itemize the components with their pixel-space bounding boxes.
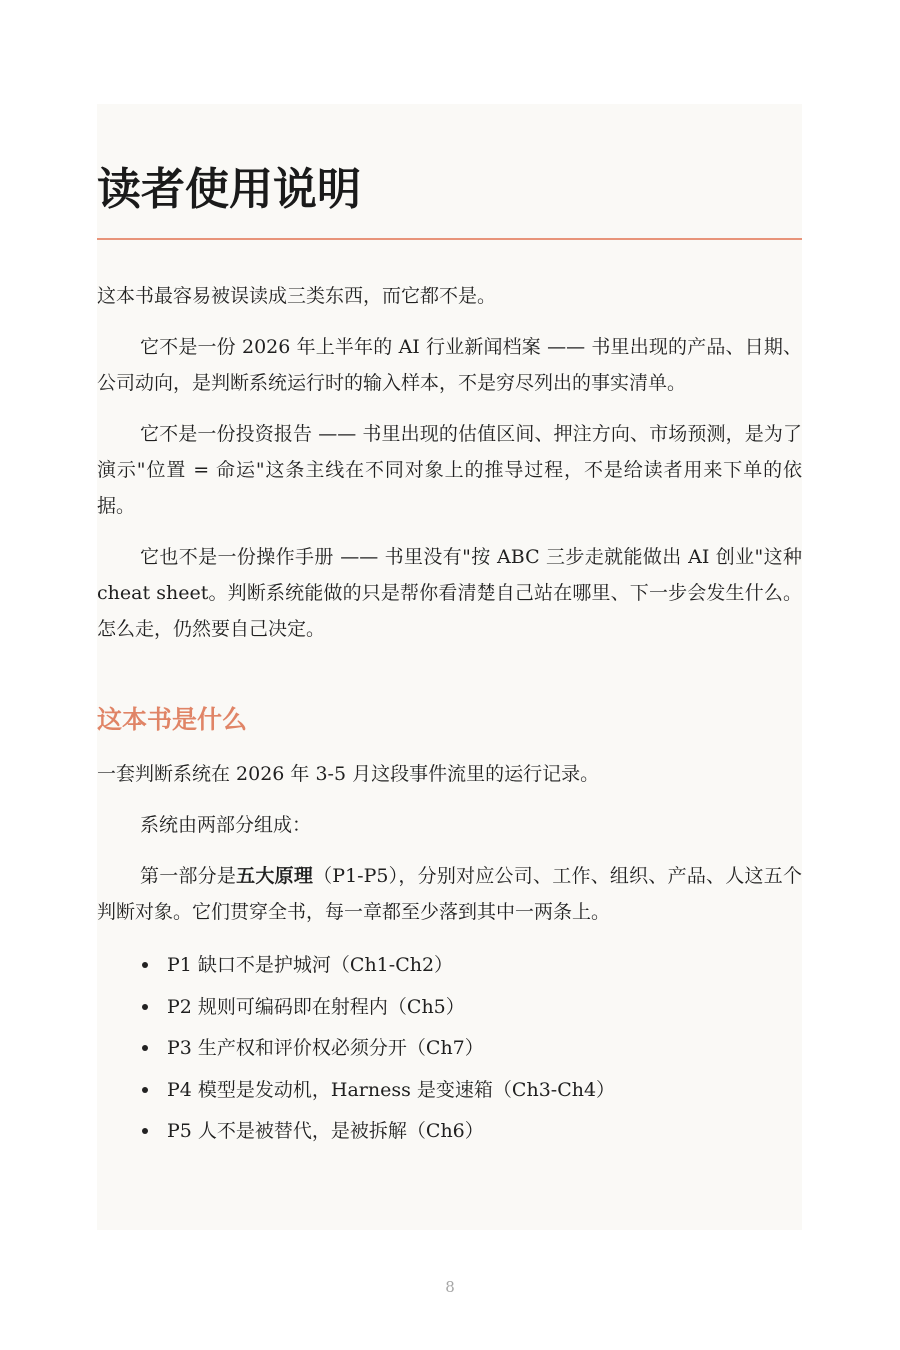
composition-paragraph: 系统由两部分组成： — [140, 814, 312, 836]
bullet-icon — [142, 1087, 148, 1093]
not-manual-paragraph: 它也不是一份操作手册 —— 书里没有"按 ABC 三步走就能做出 AI 创业"这种 cheat sheet。判断系统能做的只是帮你看清楚自己站在哪里、下一步会发生什么。怎么走，仍然要自己决定。 — [97, 546, 802, 640]
principles-list — [97, 945, 802, 1153]
intro-paragraph: 这本书最容易被误读成三类东西，而它都不是。 — [97, 285, 497, 307]
list-item — [142, 987, 802, 1029]
page-title: 读者使用说明 — [97, 164, 361, 215]
part-one-prefix: 第一部分是 — [140, 865, 237, 887]
page-content — [97, 104, 802, 1153]
bullet-icon — [142, 1128, 148, 1134]
list-item-text: P2 规则可编码即在射程内（Ch5） — [167, 995, 465, 1018]
part-one-paragraph — [97, 858, 802, 930]
title-divider — [97, 238, 802, 240]
not-news-paragraph: 它不是一份 2026 年上半年的 AI 行业新闻档案 —— 书里出现的产品、日期、公司动向，是判断系统运行时的输入样本，不是穷尽列出的事实清单。 — [97, 336, 802, 394]
list-item — [142, 1070, 802, 1112]
page-panel — [97, 104, 802, 1230]
list-item — [142, 1111, 802, 1153]
bullet-icon — [142, 962, 148, 968]
not-investment-paragraph: 它不是一份投资报告 —— 书里出现的估值区间、押注方向、市场预测，是为了演示"位置 = 命运"这条主线在不同对象上的推导过程，不是给读者用来下单的依据。 — [97, 423, 802, 517]
section-title: 这本书是什么 — [97, 705, 248, 734]
part-one-suffix: （P1-P5），分别对应公司、工作、组织、产品、人这五个判断对象。它们贯穿全书，每一章都至少落到其中一两条上。 — [97, 865, 802, 923]
part-one-bold: 五大原理 — [236, 865, 314, 887]
bullet-icon — [142, 1004, 148, 1010]
page-number: 8 — [445, 1278, 455, 1296]
list-item — [142, 1028, 802, 1070]
list-item-text: P1 缺口不是护城河（Ch1-Ch2） — [167, 954, 454, 976]
list-item — [142, 945, 802, 987]
list-item-text: P5 人不是被替代，是被拆解（Ch6） — [167, 1120, 484, 1142]
bullet-icon — [142, 1045, 148, 1051]
list-item-text: P3 生产权和评价权必须分开（Ch7） — [167, 1037, 484, 1059]
list-item-text: P4 模型是发动机，Harness 是变速箱（Ch3-Ch4） — [167, 1078, 616, 1101]
definition-paragraph: 一套判断系统在 2026 年 3-5 月这段事件流里的运行记录。 — [97, 763, 600, 785]
